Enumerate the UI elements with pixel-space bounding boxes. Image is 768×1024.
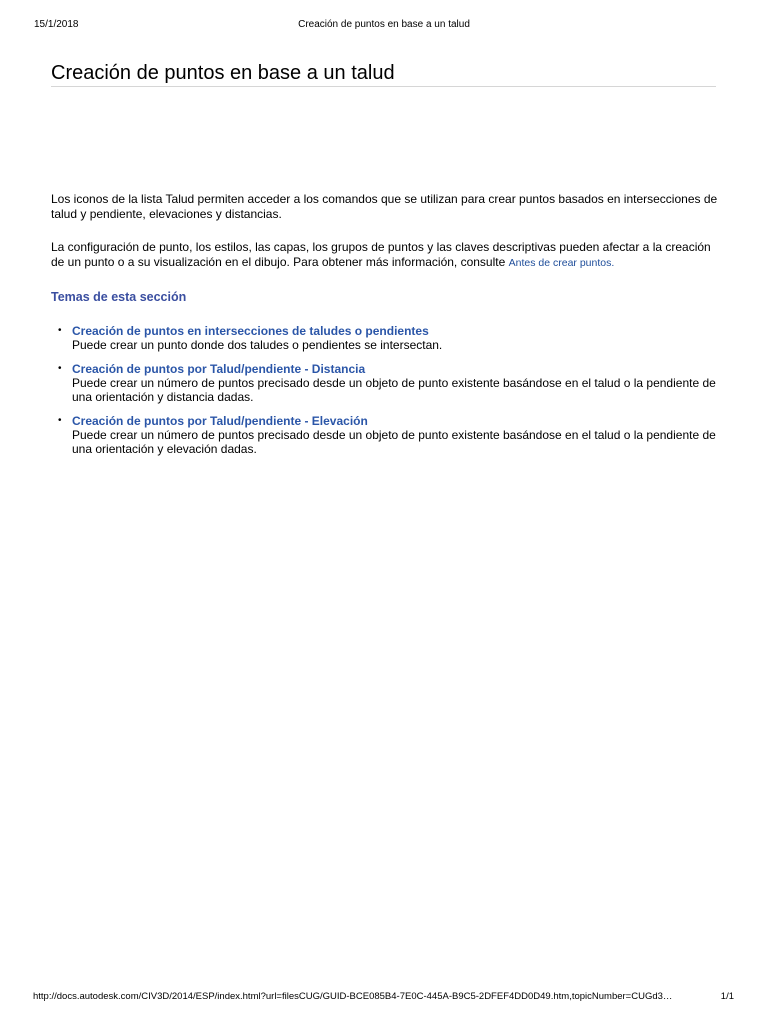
bullet-icon: • <box>58 325 62 336</box>
intro-paragraph <box>51 192 721 222</box>
bullet-icon: • <box>58 363 62 374</box>
list-item <box>58 414 718 456</box>
config-paragraph <box>51 240 721 271</box>
print-footer <box>0 991 768 1005</box>
print-document-title: Creación de puntos en base a un talud <box>298 19 470 30</box>
topic-link-slope-distance[interactable]: Creación de puntos por Talud/pendiente - Distancia <box>72 362 366 376</box>
print-date: 15/1/2018 <box>34 19 79 30</box>
topic-description: Puede crear un punto donde dos taludes o pendientes se intersectan. <box>72 338 443 352</box>
source-url: http://docs.autodesk.com/CIV3D/2014/ESP/index.html?url=filesCUG/GUID-BCE085B4-7E0C-445A-B9C5-2DFEF4DD0D49.htm,topicNumber=CUGd3… <box>33 991 673 1002</box>
topic-description: Puede crear un número de puntos precisado desde un objeto de punto existente basándose en el talud o la pendiente de una orientación y elevación dadas. <box>72 428 716 456</box>
bullet-icon: • <box>58 415 62 426</box>
page-title: Creación de puntos en base a un talud <box>51 62 395 84</box>
page-number: 1/1 <box>720 991 734 1002</box>
before-creating-points-link[interactable]: Antes de crear puntos. <box>508 257 615 269</box>
section-heading: Temas de esta sección <box>51 290 187 304</box>
config-paragraph-text: La configuración de punto, los estilos, las capas, los grupos de puntos y las claves descriptivas pueden afectar a la creación de un punto o a su visualización en el dibujo. Para obtener más información, consulte <box>51 240 711 269</box>
print-header <box>0 19 768 33</box>
topics-list <box>58 324 718 456</box>
topic-description: Puede crear un número de puntos precisado desde un objeto de punto existente basándose en el talud o la pendiente de una orientación y distancia dadas. <box>72 376 716 404</box>
topic-link-intersections[interactable]: Creación de puntos en intersecciones de taludes o pendientes <box>72 324 429 338</box>
list-item <box>58 324 718 352</box>
list-item <box>58 362 718 404</box>
topic-link-slope-elevation[interactable]: Creación de puntos por Talud/pendiente - Elevación <box>72 414 368 428</box>
title-divider <box>51 86 716 87</box>
intro-paragraph-text: Los iconos de la lista Talud permiten acceder a los comandos que se utilizan para crear puntos basados en intersecciones de talud y pendiente, elevaciones y distancias. <box>51 192 718 221</box>
